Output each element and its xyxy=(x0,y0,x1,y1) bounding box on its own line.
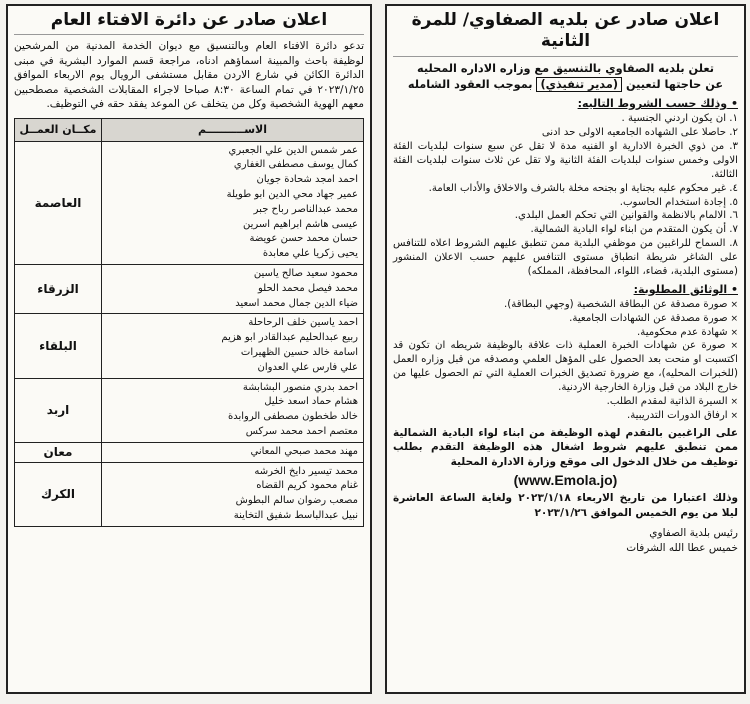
conditions-heading: • وذلك حسب الشروط التاليه: xyxy=(393,97,738,110)
candidate-name: محمود سعيد صالح ياسين xyxy=(253,268,358,280)
candidate-name: عيسى هاشم ابراهيم اسرين xyxy=(242,218,358,230)
documents-list xyxy=(393,298,738,423)
safawi-ad-title: اعلان صادر عن بلديه الصفاوي/ للمرة الثانية xyxy=(393,10,738,57)
table-row xyxy=(15,141,364,264)
workplace-cell: معان xyxy=(15,442,102,462)
candidate-name: احمد امجد شحادة جويان xyxy=(256,174,358,186)
document-item: × صورة عن شهادات الخبرة العملية ذات علاقة بالوظيفة شريطه ان تكون قد اكتسبت او منحت بعد الحصول على المؤهل العلمي ومصدقه من قبل وزاره العمل (للخبرات المحليه)، مع ضرورة تصديق الخبرات العملية التي تم الحصول عليها من خارج البلاد من قبل وزارة الخارجية الاردنية. xyxy=(393,339,738,395)
candidate-name: غنام محمود كريم القضاه xyxy=(256,480,358,492)
dates-text: وذلك اعتبارا من تاريخ الاربعاء ٢٠٢٣/١/١٨ ولغاية الساعة العاشرة ليلا من يوم الخميس الموافق ٢٠٢٣/١/٢٦ xyxy=(393,492,738,519)
candidate-name: حسان محمد حسن عويضة xyxy=(249,233,358,245)
table-row xyxy=(15,265,364,314)
candidate-name: احمد ياسين خلف الرحاحلة xyxy=(248,317,358,329)
candidate-name: مصعب رضوان سالم البطوش xyxy=(235,495,358,507)
workplace-cell: العاصمة xyxy=(15,141,102,264)
condition-item: ٣. من ذوي الخبرة الادارية او الفنيه مدة لا تقل عن سبع سنوات لبلديات الفئة الاولى وخمس سنوات لبلديات الفئة الثانية ولا تقل عن ثلاث سنوات لبلديات الفئة الثالثة. xyxy=(393,141,738,180)
candidate-names-cell xyxy=(102,442,364,462)
safawi-ad-lead xyxy=(393,61,738,94)
table-row xyxy=(15,314,364,378)
candidate-name: عمير جهاد محي الدين ابو طويلة xyxy=(226,189,358,201)
document-item: × صورة مصدقة عن الشهادات الجامعية. xyxy=(393,312,738,326)
candidate-name: ربيع عبدالحليم عبدالقادر ابو هزيم xyxy=(221,332,358,344)
iftaa-ad-title: اعلان صادر عن دائرة الافتاء العام xyxy=(14,10,364,35)
conditions-list xyxy=(393,112,738,279)
workplace-cell: اربد xyxy=(15,378,102,442)
candidate-names-cell xyxy=(102,314,364,378)
lead-line-2-prefix: عن حاجتها لتعيين xyxy=(625,77,724,91)
document-item: × السيرة الذاتية لمقدم الطلب. xyxy=(393,395,738,409)
lead-line-1: تعلن بلديه الصفاوي بالتنسيق مع وزاره الاداره المحليه xyxy=(417,61,714,75)
candidate-name: محمد عبدالناصر رباح جبر xyxy=(253,203,358,215)
condition-item: ٧. أن يكون المتقدم من ابناء لواء البادية الشمالية. xyxy=(530,224,738,236)
candidate-names-cell xyxy=(102,462,364,526)
table-row xyxy=(15,462,364,526)
candidate-name: خالد طخطون مصطفى الروابدة xyxy=(227,411,358,423)
candidate-name: مهند محمد صبحي المعاني xyxy=(250,445,358,457)
candidate-name: كمال يوسف مصطفى الغفاري xyxy=(233,159,358,171)
candidate-name: علي فارس علي العدوان xyxy=(257,361,358,373)
candidate-name: يحيى زكريا علي معابدة xyxy=(262,248,358,260)
condition-item: ٥. إجادة استخدام الحاسوب. xyxy=(619,196,738,208)
candidate-name: محمد تيسير دايخ الخرشه xyxy=(254,465,358,477)
condition-item: ٢. حاصلا على الشهاده الجامعيه الاولى حد ادنى xyxy=(541,127,738,139)
candidate-name: نبيل عبدالباسط شفيق التخاينة xyxy=(233,510,358,521)
candidates-body xyxy=(15,141,364,526)
condition-item: ٦. الالمام بالانظمة والقوانين التي تحكم العمل البلدي. xyxy=(514,210,738,222)
document-item: × شهادة عدم محكومية. xyxy=(393,326,738,340)
workplace-cell: الزرقاء xyxy=(15,265,102,314)
condition-item: ٤. غير محكوم عليه بجناية او بجنحه مخلة بالشرف والاخلاق والأداب العامة. xyxy=(428,182,738,194)
signer-name: خميس عطا الله الشرفات xyxy=(626,541,738,554)
table-row xyxy=(15,442,364,462)
table-row xyxy=(15,378,364,442)
condition-item: ١. ان يكون اردني الجنسية . xyxy=(621,113,738,125)
signer-title: رئيس بلدية الصفاوي xyxy=(649,527,738,540)
iftaa-department-ad xyxy=(6,4,372,694)
safawi-municipality-ad xyxy=(385,4,746,694)
candidate-names-cell xyxy=(102,141,364,264)
closing-text: على الراغبين بالتقدم لهذه الوظيفة من ابناء لواء البادية الشمالية ممن تنطبق عليهم شروط اشغال هذه الوظيفة التقدم بطلب توظيف من خلال الدخول الى موقع وزارة الادارة المحلية xyxy=(393,426,738,468)
candidate-name: احمد بدري منصور البشابشة xyxy=(242,381,358,393)
workplace-cell: الكرك xyxy=(15,462,102,526)
candidate-names-cell xyxy=(102,265,364,314)
place-column-header: مكــان العمــل xyxy=(15,118,102,141)
name-column-header: الاســــــــــم xyxy=(102,118,364,141)
candidates-table xyxy=(14,118,364,527)
iftaa-ad-body: تدعو دائرة الافتاء العام وبالتنسيق مع ديوان الخدمة المدنية من المرشحين لوظيفة باحث والمبينة اسماؤهم ادناه، مراجعة قسم الموارد البشرية في مبنى الدائرة الكائن في شارع الاردن مقابل مستشفى الرويال يوم الاربعاء الموافق ٢٠٢٣/١/٢٥ في تمام الساعة ٨:٣٠ صباحا لاجراء المقابلات الشخصية مصطحبين معهم الهوية الشخصية وكل من يتخلف عن الموعد يفقد حقه في التوظيف. xyxy=(14,40,364,111)
website-link[interactable]: (www.Emola.jo) xyxy=(513,472,618,489)
candidate-names-cell xyxy=(102,378,364,442)
candidate-name: محمد فيصل محمد الحلو xyxy=(257,282,358,294)
workplace-cell: البلقاء xyxy=(15,314,102,378)
lead-line-2-suffix: بموجب العقود الشامله xyxy=(407,77,533,91)
document-item: × ارفاق الدورات التدريبية. xyxy=(393,409,738,423)
candidate-name: عمر شمس الدين علي الجعبري xyxy=(228,144,358,156)
signature-block xyxy=(393,526,738,555)
candidate-name: اسامة خالد حسين الظهيرات xyxy=(240,347,358,359)
job-title-badge: (مدير تنفيذي) xyxy=(536,77,622,92)
candidate-name: معتصم احمد محمد سركس xyxy=(245,426,358,438)
candidate-name: هشام حماد اسعد خليل xyxy=(264,396,358,408)
document-item: × صورة مصدقة عن البطاقة الشخصية (وجهي البطاقة). xyxy=(393,298,738,312)
candidate-name: ضياء الدين جمال محمد اسعيد xyxy=(235,297,358,309)
table-header-row xyxy=(15,118,364,141)
documents-heading: • الوثائق المطلوبة: xyxy=(393,283,738,296)
condition-item: ٨. السماح للراغبين من موظفي البلدية ممن تنطبق عليهم الشروط اعلاه للتنافس على الشاغر شريطة انطباق مستوى التنافس عليهم حسب الاعلان المنشور (مستوى البلدية، قضاء، اللواء، المحافظة، المملكه) xyxy=(393,238,738,277)
